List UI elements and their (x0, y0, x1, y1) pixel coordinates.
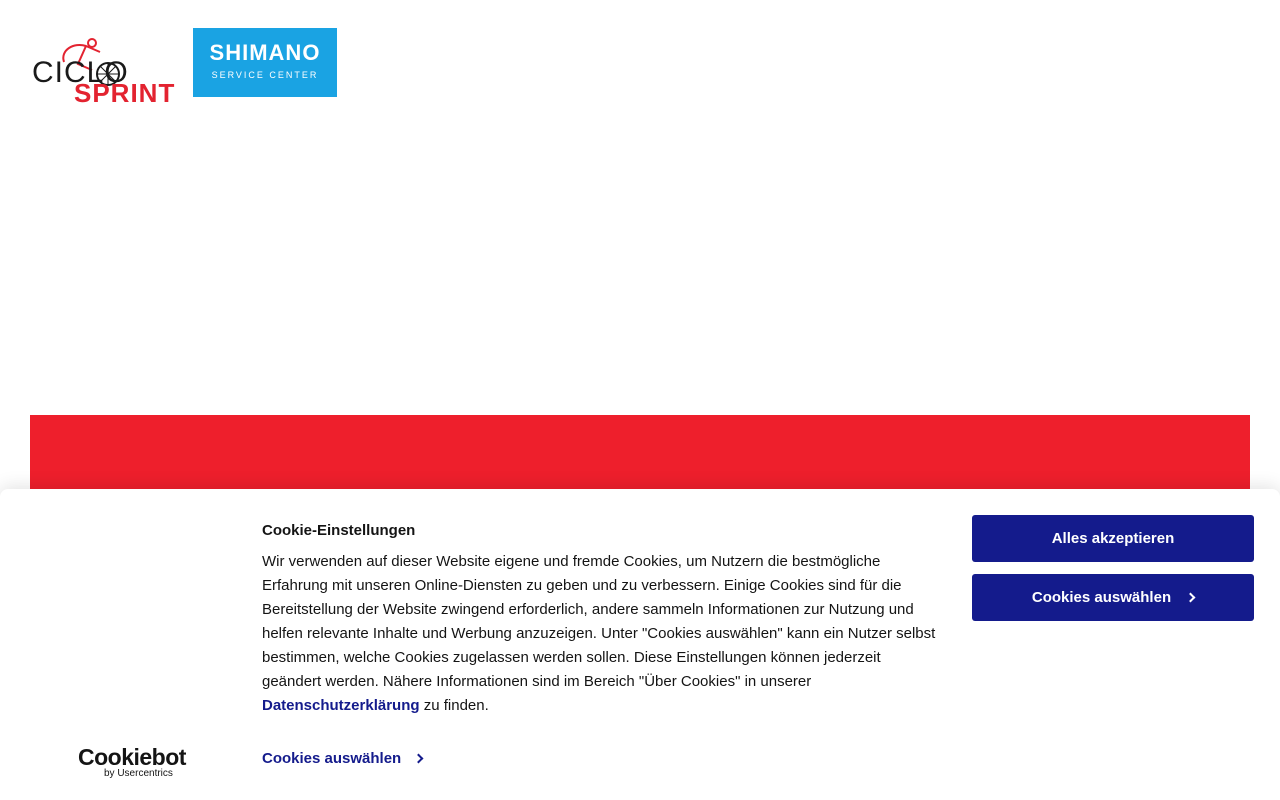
cookie-text-part2: zu finden. (419, 697, 489, 714)
cookie-banner-title: Cookie-Einstellungen (262, 522, 416, 539)
shimano-brand: SHIMANO (209, 40, 321, 65)
chevron-right-icon (1186, 593, 1196, 603)
chevron-right-icon (414, 754, 424, 764)
shimano-subtitle: SERVICE CENTER (211, 70, 319, 80)
cookiebot-logo-by: by Usercentrics (104, 768, 173, 779)
cookie-text-part1: Wir verwenden auf dieser Website eigene und fremde Cookies, um Nutzern die bestmögliche Erfahrung mit unseren Online-Diensten zu geben und zu verbessern. Einige Cookies sind für die Bereitstellung der Website zwingend erforderlich, andere sammeln Informationen zur Nutzung und helfen relevante Inhalte und Werbung anzuzeigen. Unter "Cookies auswählen" kann ein Nutzer selbst bestimmen, welche Cookies zugelassen werden sollen. Diese Einstellungen können jederzeit geändert werden. Nähere Informationen sind im Bereich "Über Cookies" in unserer (262, 553, 936, 690)
cookie-details-label: Cookies auswählen (262, 750, 402, 767)
ciclo-logo-line2: SPRINT (74, 78, 176, 108)
accept-all-label: Alles akzeptieren (1051, 530, 1175, 547)
select-cookies-label: Cookies auswählen (1031, 589, 1172, 606)
cookie-details-link[interactable] (262, 750, 422, 767)
shimano-service-center-logo[interactable] (193, 28, 337, 97)
select-cookies-button[interactable] (972, 574, 1254, 621)
cookie-consent-banner (0, 489, 1280, 800)
privacy-policy-link[interactable]: Datenschutzerklärung (262, 697, 420, 714)
hero-band (30, 415, 1250, 500)
ciclo-sprint-logo[interactable] (30, 36, 182, 108)
cookiebot-logo[interactable] (78, 744, 188, 779)
cookiebot-logo-main: Cookiebot (78, 744, 186, 770)
accept-all-button[interactable] (972, 515, 1254, 562)
cookie-banner-text (262, 550, 942, 718)
ciclo-logo-line1: CICLO (32, 56, 129, 89)
